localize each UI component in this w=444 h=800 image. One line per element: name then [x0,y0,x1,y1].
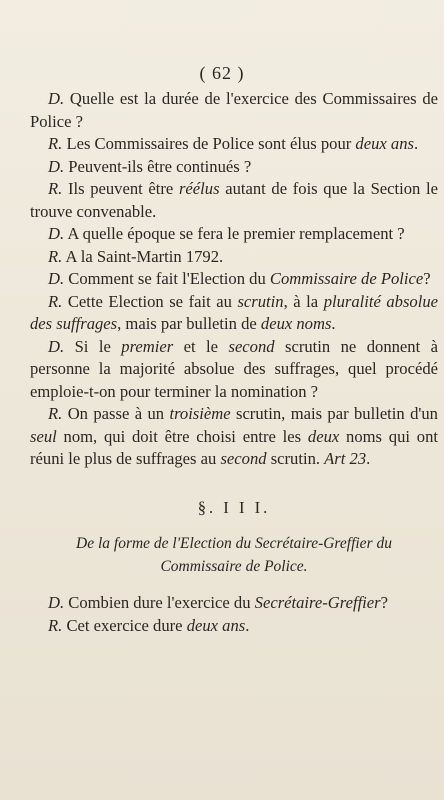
italic-text: premier [121,336,174,356]
speaker-label: D. [48,224,65,243]
text-run: Quelle est la durée de l'exercice des Commissaires de Police ? [30,89,438,131]
italic-text: scrutin [237,291,284,311]
speaker-label: R. [48,615,63,635]
text-run: . [413,134,419,153]
qa-paragraph [30,133,438,156]
text-run: . [366,449,371,468]
italic-text: deux ans [355,134,414,153]
speaker-label: D. [48,89,65,108]
speaker-label: D. [48,336,65,356]
text-run: , mais par bulletin de [117,314,261,333]
text-run: Combien dure l'exercice du [64,593,255,612]
italic-text: Secrétaire-Greffier [254,593,381,612]
qa-paragraph [30,156,438,179]
qa-paragraph [30,178,438,223]
text-run: scrutin, mais par bulletin d'un [230,404,438,423]
italic-text: Commissaire de Police [269,269,424,288]
speaker-label: R. [48,246,63,266]
italic-text: deux [307,426,340,446]
qa-paragraph [30,268,438,291]
qa-after-paragraph [30,592,438,615]
text-run: ? [423,269,431,288]
text-run: noms qui ont réuni le plus de suffrages au [30,426,438,468]
italic-text: deux ans [186,615,246,635]
page-number: ( 62 ) [199,63,245,83]
section-title: §. I I I. [197,497,271,517]
italic-text: troisième [169,404,231,423]
speaker-label: R. [48,134,63,153]
text-run: . [245,615,250,635]
text-run: Comment se fait l'Election du [64,269,270,288]
qa-paragraph [30,246,438,269]
speaker-label: D. [48,269,65,288]
italic-text: seul [30,426,57,446]
text-run: scrutin ne donnent à personne la majorité absolue des suffrages, quel procédé emploie-t-on pour terminer la nomination ? [30,336,438,401]
speaker-label: R. [48,404,63,423]
italic-text: pluralité absolue des suffrages [30,291,439,333]
italic-text: réélus [178,179,220,198]
text-run: scrutin. [266,449,325,468]
text-run: . [331,314,336,333]
qa-paragraph [30,336,438,404]
text-run: Les Commissaires de Police sont élus pour [62,134,356,153]
text-run: autant de fois que la Section le trouve convenable. [30,179,438,221]
speaker-label: D. [48,156,65,176]
text-run: ? [380,593,388,612]
text-run: nom, qui doit être choisi entre les [56,426,308,446]
italic-text: second [220,449,267,468]
text-run: Cet exercice dure [62,615,187,635]
speaker-label: R. [48,291,63,311]
speaker-label: D. [48,593,65,612]
qa-paragraph [30,403,438,471]
text-run: , à la [283,291,324,311]
section-heading: De la forme de l'Election du Secrétaire-Greffier du Commissaire de Police. [76,535,392,575]
italic-text: Art 23 [324,449,367,468]
qa-list-after [30,592,438,637]
qa-paragraph [30,223,438,246]
text-run: On passe à un [62,404,170,423]
qa-paragraph [30,88,438,133]
text-run: Si le [64,336,122,356]
text-run: et le [173,336,229,356]
text-run: Ils peuvent être [62,179,179,198]
text-run: A la Saint-Martin 1792. [62,246,224,266]
qa-paragraph [30,291,438,336]
text-run: A quelle époque se fera le premier remplacement ? [64,224,405,243]
qa-after-paragraph [30,615,438,638]
italic-text: second [228,336,275,356]
text-run: Cette Election se fait au [62,291,238,311]
qa-list [30,88,438,471]
text-run: Peuvent-ils être continués ? [64,156,252,176]
page-body [30,88,438,637]
speaker-label: R. [48,179,63,198]
italic-text: deux noms [260,314,332,333]
